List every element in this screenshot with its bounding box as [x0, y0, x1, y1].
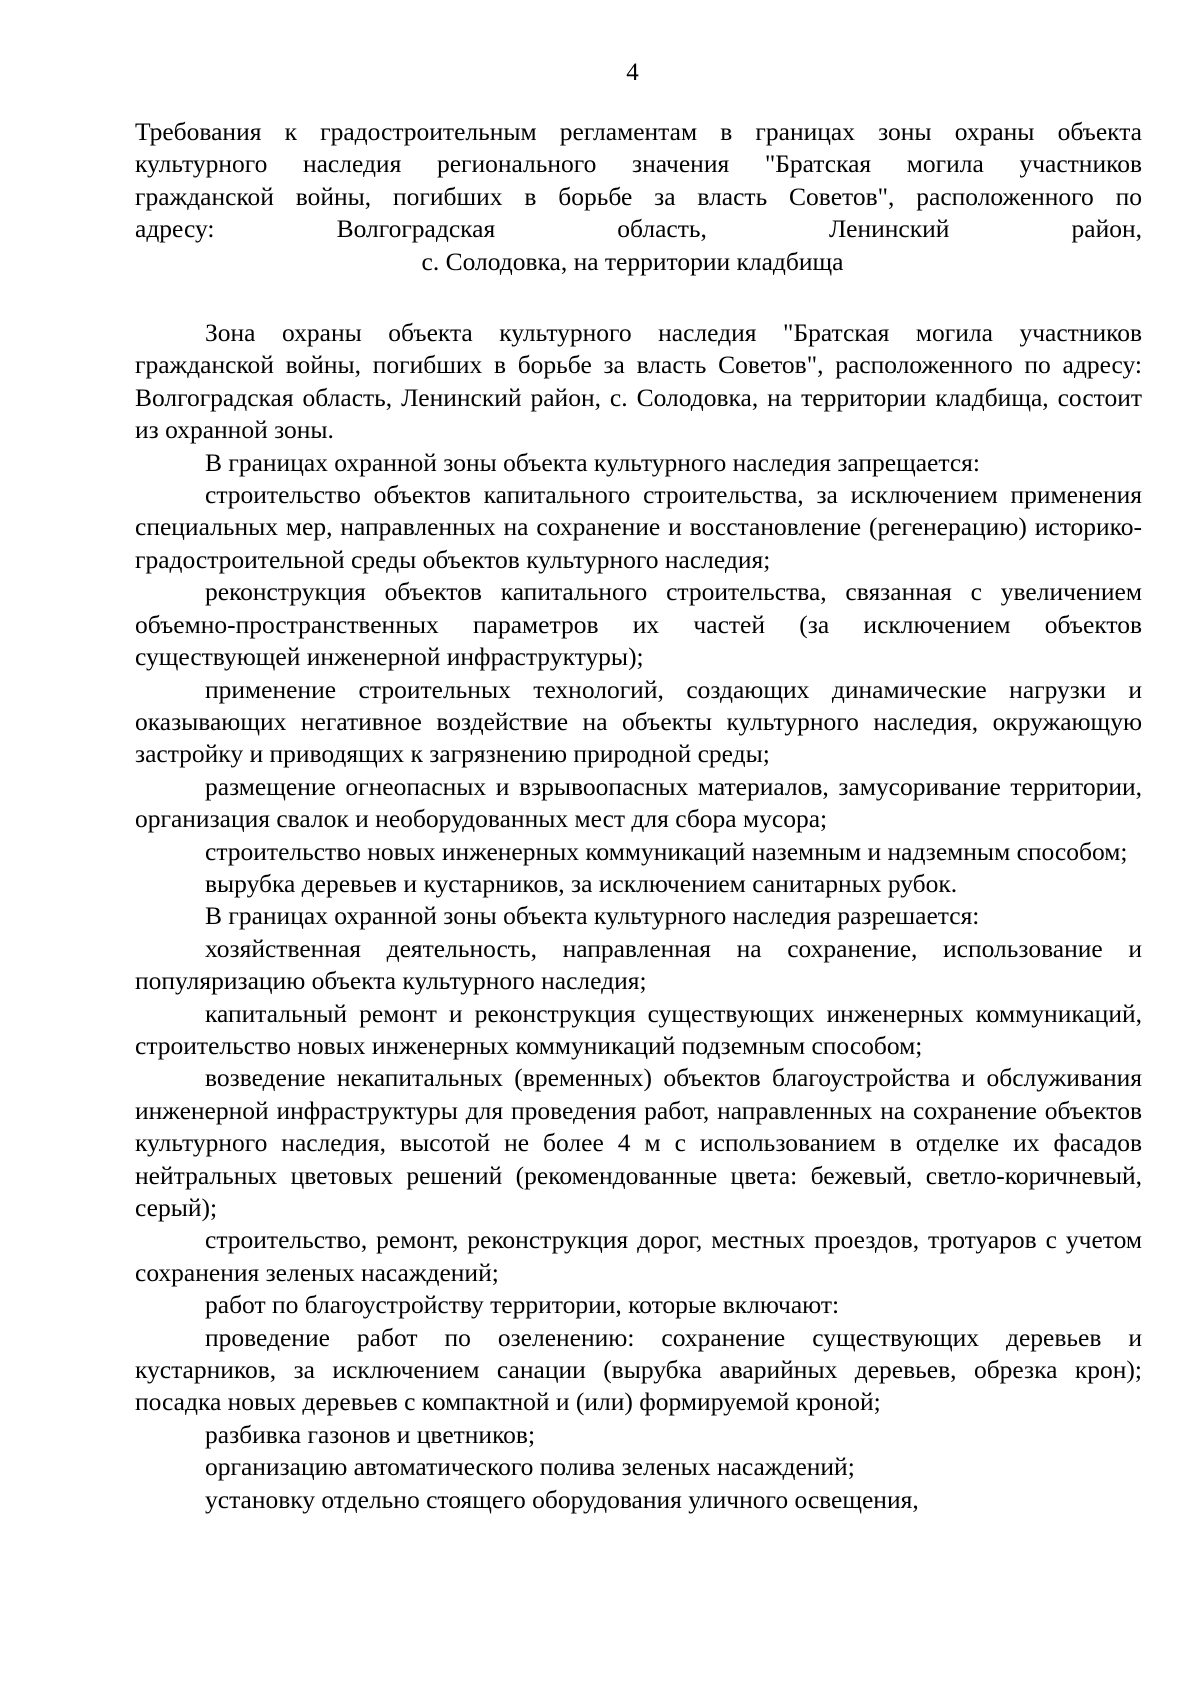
paragraph: размещение огнеопасных и взрывоопасных материалов, замусоривание территории, организация свалок и необорудованных мест для сбора мусора;	[135, 771, 1142, 834]
document-text	[135, 317, 1142, 1516]
paragraph: разбивка газонов и цветников;	[205, 1419, 536, 1449]
title-line: адресу: Волгоградская область, Ленинский район,	[135, 214, 1142, 244]
paragraph: строительство, ремонт, реконструкция дорог, местных проездов, тротуаров с учетом сохранения зеленых насаждений;	[135, 1225, 1142, 1287]
title-line: культурного наследия регионального значения "Братская могила участников	[135, 149, 1142, 179]
title-line: гражданской войны, погибших в борьбе за власть Советов", расположенного по	[135, 181, 1142, 211]
paragraph: В границах охранной зоны объекта культурного наследия запрещается:	[205, 447, 980, 477]
title-line: Требования к градостроительным регламентам в границах зоны охраны объекта	[135, 117, 1142, 146]
paragraph: капитальный ремонт и реконструкция существующих инженерных коммуникаций, строительство новых инженерных коммуникаций подземным способом;	[135, 998, 1142, 1060]
paragraph: В границах охранной зоны объекта культурного наследия разрешается:	[205, 901, 980, 931]
paragraph: организацию автоматического полива зеленых насаждений;	[205, 1452, 855, 1482]
paragraph: вырубка деревьев и кустарников, за исключением санитарных рубок.	[205, 868, 958, 898]
page-number: 4	[626, 59, 639, 86]
title-line: с. Солодовка, на территории кладбища	[421, 246, 844, 276]
paragraph: проведение работ по озеленению: сохранение существующих деревьев и кустарников, за исключением санации (вырубка аварийных деревьев, обрезка крон); посадка новых деревьев с компактной и (или) формируемой кроной;	[135, 1322, 1142, 1417]
title-spacer	[135, 278, 1142, 317]
paragraph: реконструкция объектов капитального строительства, связанная с увеличением объемно-пространственных параметров их частей (за исключением объектов существующей инженерной инфраструктуры);	[135, 577, 1142, 672]
paragraph: установку отдельно стоящего оборудования уличного освещения,	[205, 1484, 919, 1514]
paragraph: применение строительных технологий, создающих динамические нагрузки и оказывающих негативное воздействие на объекты культурного наследия, окружающую застройку и приводящих к загрязнению природной среды;	[135, 674, 1142, 769]
paragraph: Зона охраны объекта культурного наследия "Братская могила участников гражданской войны, погибших в борьбе за власть Советов", расположенного по адресу: Волгоградская область, Ленинский район, с. Солодовка, на территории кладбища, состоит из охранной зоны.	[135, 318, 1142, 445]
paragraph: строительство объектов капитального строительства, за исключением применения специальных мер, направленных на сохранение и восстановление (регенерацию) историко-градостроительной среды объектов культурного наследия;	[135, 480, 1142, 574]
document-title	[135, 116, 1142, 278]
paragraph: возведение некапитальных (временных) объектов благоустройства и обслуживания инженерной инфраструктуры для проведения работ, направленных на сохранение объектов культурного наследия, высотой не более 4 м с использованием в отделке их фасадов нейтральных цветовых решений (рекомендованные цвета: бежевый, светло-коричневый, серый);	[135, 1063, 1142, 1222]
document-body	[135, 116, 1142, 1516]
paragraph: работ по благоустройству территории, которые включают:	[205, 1290, 840, 1320]
paragraph: хозяйственная деятельность, направленная на сохранение, использование и популяризацию объекта культурного наследия;	[135, 933, 1142, 996]
paragraph: строительство новых инженерных коммуникаций наземным и надземным способом;	[205, 836, 1128, 866]
